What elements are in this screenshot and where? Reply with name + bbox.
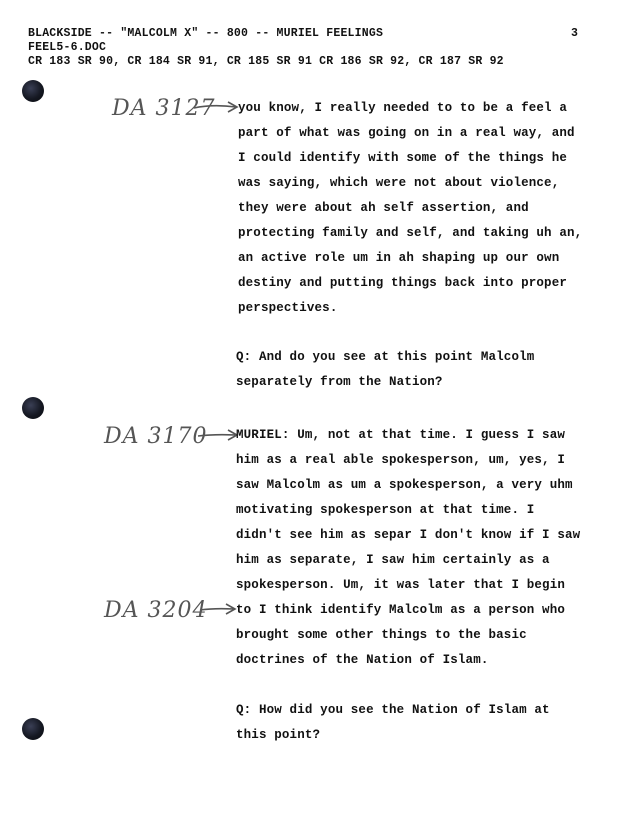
body-line: was saying, which were not about violence, bbox=[238, 176, 560, 190]
handwritten-annotation: DA 3170 bbox=[104, 424, 208, 449]
body-line: an active role um in ah shaping up our own bbox=[238, 251, 560, 265]
body-line: didn't see him as separ I don't know if I saw bbox=[236, 528, 581, 542]
question-line: Q: And do you see at this point Malcolm bbox=[236, 350, 535, 364]
body-line: to I think identify Malcolm as a person who bbox=[236, 603, 566, 617]
body-line: part of what was going on in a real way, and bbox=[238, 126, 575, 140]
handwritten-arrow-icon bbox=[196, 428, 240, 442]
body-line: destiny and putting things back into proper bbox=[238, 276, 568, 290]
question-line: this point? bbox=[236, 728, 321, 742]
body-line: brought some other things to the basic bbox=[236, 628, 527, 642]
question-line: Q: How did you see the Nation of Islam at bbox=[236, 703, 550, 717]
body-line: I could identify with some of the things he bbox=[238, 151, 568, 165]
handwritten-annotation: DA 3127 bbox=[112, 96, 216, 121]
handwritten-arrow-icon bbox=[198, 602, 238, 616]
body-line: doctrines of the Nation of Islam. bbox=[236, 653, 489, 667]
speaker-label: MURIEL: bbox=[236, 428, 290, 442]
answer-first-line bbox=[236, 427, 565, 443]
header-title: BLACKSIDE -- "MALCOLM X" -- 800 -- MURIEL FEELINGS bbox=[28, 27, 384, 40]
body-line: spokesperson. Um, it was later that I begin bbox=[236, 578, 566, 592]
body-line: him as separate, I saw him certainly as a bbox=[236, 553, 550, 567]
handwritten-annotation: DA 3204 bbox=[104, 598, 208, 623]
punch-hole-icon bbox=[22, 718, 44, 740]
body-line: saw Malcolm as um a spokesperson, a very uhm bbox=[236, 478, 573, 492]
body-line: him as a real able spokesperson, um, yes, I bbox=[236, 453, 566, 467]
handwritten-arrow-icon bbox=[192, 100, 240, 114]
body-line: perspectives. bbox=[238, 301, 338, 315]
body-line: motivating spokesperson at that time. I bbox=[236, 503, 535, 517]
page-number: 3 bbox=[571, 27, 578, 40]
body-line: they were about ah self assertion, and bbox=[238, 201, 529, 215]
header-reel-codes: CR 183 SR 90, CR 184 SR 91, CR 185 SR 91 CR 186 SR 92, CR 187 SR 92 bbox=[28, 55, 504, 68]
punch-hole-icon bbox=[22, 397, 44, 419]
punch-hole-icon bbox=[22, 80, 44, 102]
answer-text: Um, not at that time. I guess I saw bbox=[297, 428, 566, 442]
header-filename: FEEL5-6.DOC bbox=[28, 41, 107, 54]
body-line: protecting family and self, and taking uh an, bbox=[238, 226, 583, 240]
question-line: separately from the Nation? bbox=[236, 375, 443, 389]
body-line: you know, I really needed to to be a feel a bbox=[238, 101, 568, 115]
